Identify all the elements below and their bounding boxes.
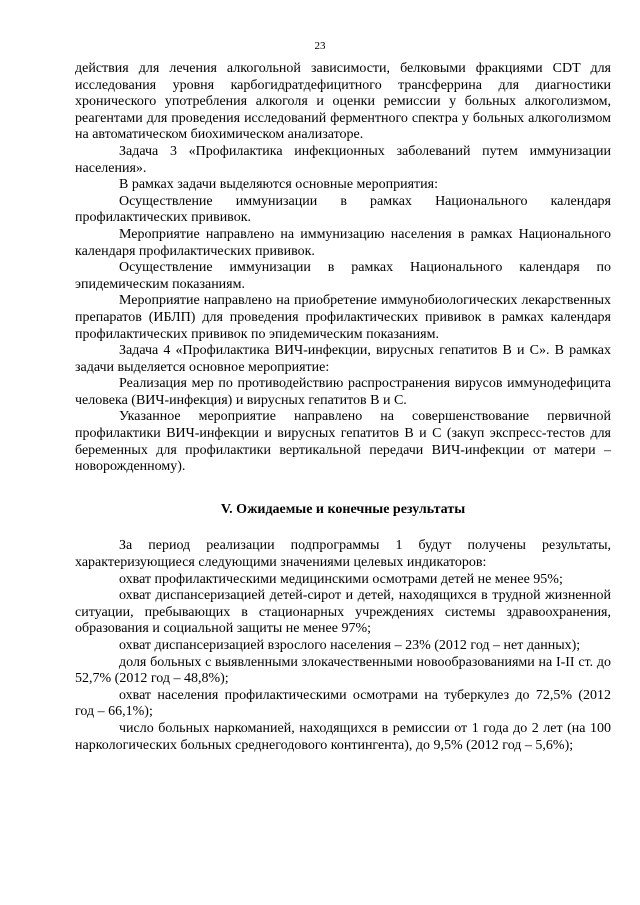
paragraph-continuation: действия для лечения алкогольной зависимости, белковыми фракциями CDT для исследования уровня карбогидратдефицитного трансферрина для диагностики хронического употребления алкоголя и оценки ремиссии у больных алкоголизмом, реагентами для проведения исследований ферментного спектра у больных алкоголизмом на автоматическом биохимическом анализаторе. <box>75 61 611 143</box>
results-intro: За период реализации подпрограммы 1 будут получены результаты, характеризующиеся следующими значениями целевых индикаторов: <box>75 538 611 571</box>
task-3-intro: В рамках задачи выделяются основные мероприятия: <box>119 177 438 193</box>
measure-epidemic-indications: Осуществление иммунизации в рамках Национального календаря по эпидемическим показаниям. <box>75 260 611 292</box>
page-number: 23 <box>314 40 326 52</box>
measure-hiv-hepatitis: Реализация мер по противодействию распространения вирусов иммунодефицита человека (ВИЧ-инфекция) и вирусных гепатитов В и С. <box>75 376 611 408</box>
indicator-drug-remission: число больных наркоманией, находящихся в ремиссии от 1 года до 2 лет (на 100 наркологических больных среднегодового контингента), до 9,5% (2012 год – 5,6%); <box>75 720 611 753</box>
measure-national-calendar-desc: Мероприятие направлено на иммунизацию населения в рамках Национального календаря профилактических прививок. <box>75 226 611 259</box>
indicator-children-exams: охват профилактическими медицинскими осмотрами детей не менее 95%; <box>119 571 563 587</box>
indicator-oncology: доля больных с выявленными злокачественными новообразованиями на I-II ст. до 52,7% (2012 год – 48,8%); <box>75 654 611 687</box>
section-heading: V. Ожидаемые и конечные результаты <box>220 501 466 517</box>
measure-national-calendar: Осуществление иммунизации в рамках Национального календаря профилактических прививок. <box>75 193 611 226</box>
indicator-tuberculosis: охват населения профилактическими осмотрами на туберкулез до 72,5% (2012 год – 66,1%); <box>75 687 611 720</box>
indicator-adult-dispensary: охват диспансеризацией взрослого населения – 23% (2012 год – нет данных); <box>119 638 581 653</box>
task-3-title: Задача 3 «Профилактика инфекционных заболеваний путем иммунизации населения». <box>75 143 611 176</box>
measure-epidemic-indications-desc: Мероприятие направлено на приобретение иммунобиологических лекарственных препаратов (ИБЛП) для проведения профилактических прививок в рамках календаря профилактических прививок по эпидемическим показаниям. <box>75 293 611 342</box>
document-body <box>75 61 611 754</box>
measure-hiv-hepatitis-desc: Указанное мероприятие направлено на совершенствование первичной профилактики ВИЧ-инфекции и вирусных гепатитов В и С (закуп экспресс-тестов для беременных для профилактики вертикальной передачи ВИЧ-инфекции от матери – новорожденному). <box>75 409 611 475</box>
indicator-orphans-dispensary: охват диспансеризацией детей-сирот и детей, находящихся в трудной жизненной ситуации, пребывающих в стационарных учреждениях системы здравоохранения, образования и социальной защиты не менее 97%; <box>75 588 611 637</box>
task-4-title: Задача 4 «Профилактика ВИЧ-инфекции, вирусных гепатитов В и С». В рамках задачи выделяется основное мероприятие: <box>75 343 611 375</box>
